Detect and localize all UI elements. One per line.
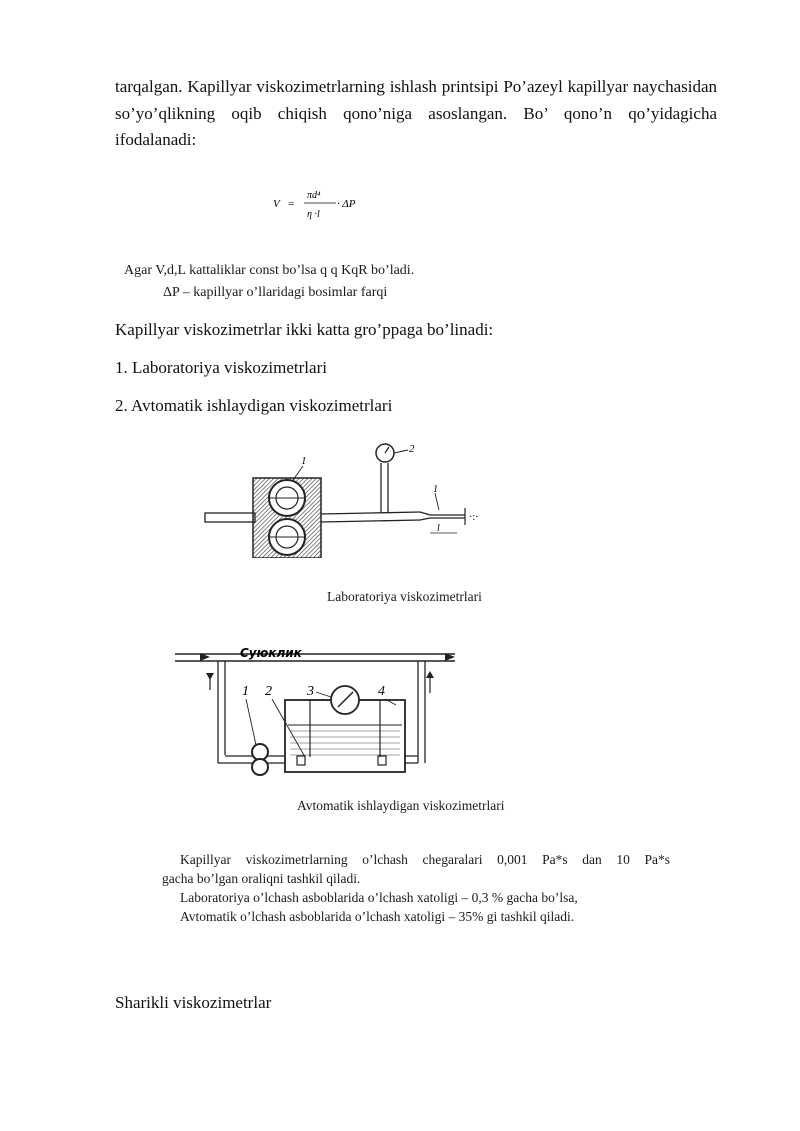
classification-heading: Kapillyar viskozimetrlar ikki katta gro’ppaga bo’linadi: bbox=[115, 320, 494, 339]
limits-line-2: gacha bo’lgan oraliqni tashkil qiladi. bbox=[162, 871, 361, 886]
label-1-capillary: 1 bbox=[433, 484, 438, 495]
formula-condition: Agar V,d,L kattaliklar const bo’lsa q q KqR bo’ladi. bbox=[124, 263, 415, 278]
formula-rhs: · ΔP bbox=[337, 198, 356, 210]
figure2-caption: Avtomatik ishlaydigan viskozimetrlari bbox=[297, 798, 505, 813]
formula-denominator: η ·l bbox=[307, 209, 320, 220]
limits-line-1: Kapillyar viskozimetrlarning o’lchash chegaralari 0,001 Pa*s dan 10 Pa*s bbox=[180, 852, 670, 867]
measurement-limits-note bbox=[162, 850, 670, 926]
intro-paragraph: tarqalgan. Kapillyar viskozimetrlarning ishlash printsipi Po’azeyl kapillyar naychasidan so’yo’qlikning oqib chiqish qono’niga asoslangan. Bo’ qono’n qo’yidagicha ifodalanadi: bbox=[115, 77, 717, 149]
label-3: 3 bbox=[307, 684, 314, 699]
flow-label: Суюклик bbox=[240, 646, 302, 660]
limits-line-3: Laboratoriya o’lchash asboblarida o’lchash xatoligi – 0,3 % gacha bo’lsa, bbox=[180, 890, 578, 905]
formula-lhs: V bbox=[273, 198, 280, 210]
list-item: 2. Avtomatik ishlaydigan viskozimetrlari bbox=[115, 396, 393, 415]
label-4: 4 bbox=[378, 684, 385, 699]
laboratory-viscometer-diagram bbox=[195, 438, 495, 558]
label-2: 2 bbox=[409, 443, 415, 455]
label-2: 2 bbox=[265, 684, 272, 699]
formula-numerator: πd⁴ bbox=[307, 190, 321, 201]
outflow-dots: ·:· bbox=[469, 512, 479, 523]
label-1: 1 bbox=[242, 684, 249, 699]
poiseuille-formula bbox=[270, 180, 380, 228]
section-heading-ball-viscometers: Sharikli viskozimetrlar bbox=[115, 993, 272, 1012]
limits-line-4: Avtomatik o’lchash asboblarida o’lchash xatoligi – 35% gi tashkil qiladi. bbox=[180, 909, 575, 924]
formula-equals: = bbox=[288, 198, 295, 210]
label-1: 1 bbox=[301, 455, 307, 467]
label-l: l bbox=[437, 523, 440, 534]
automatic-viscometer-diagram bbox=[170, 645, 460, 785]
delta-p-definition: ΔP – kapillyar o’llaridagi bosimlar farqi bbox=[163, 285, 388, 300]
list-item: 1. Laboratoriya viskozimetrlari bbox=[115, 358, 327, 377]
figure1-caption: Laboratoriya viskozimetrlari bbox=[327, 589, 482, 604]
